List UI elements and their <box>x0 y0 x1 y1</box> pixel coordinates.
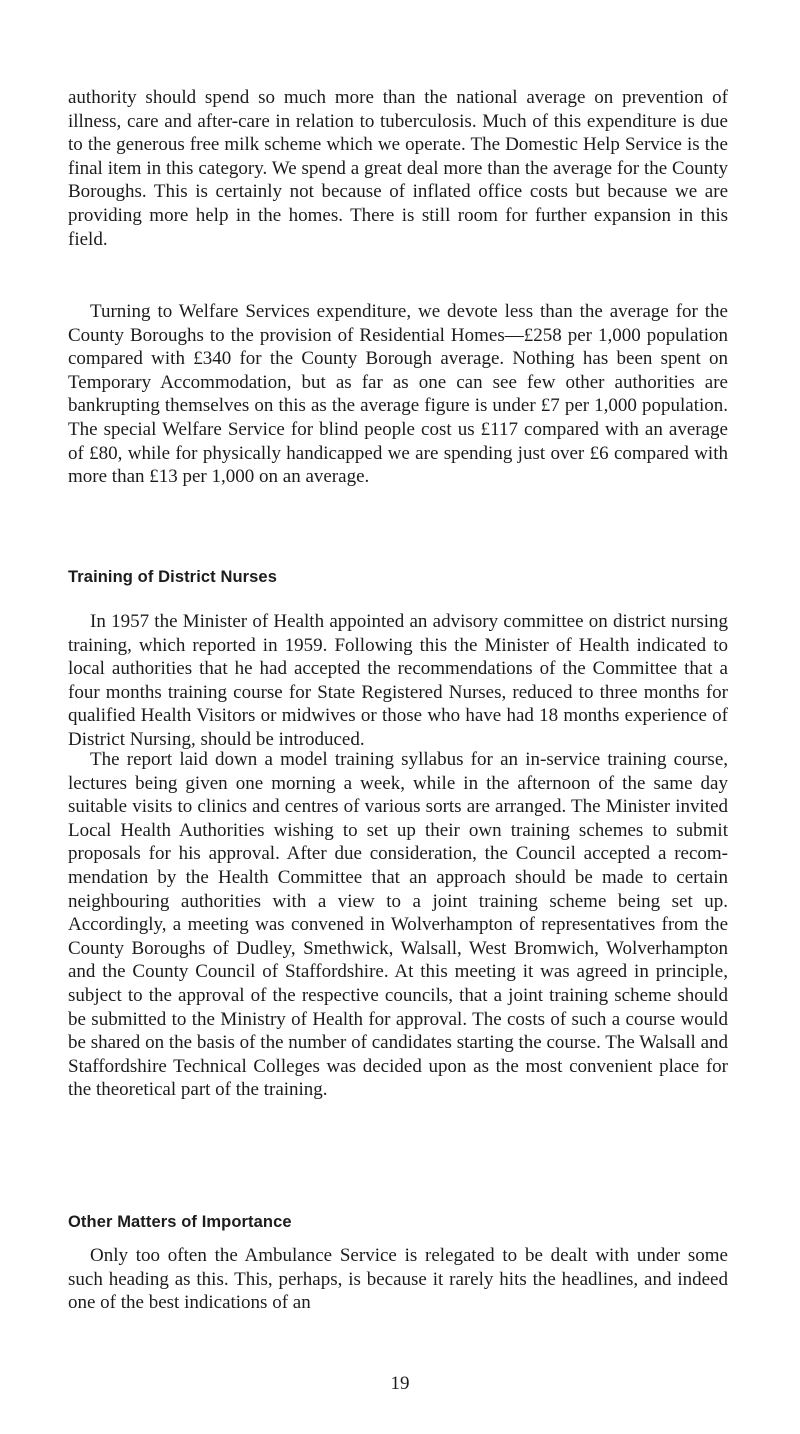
paragraph-advisory-committee <box>68 610 728 752</box>
page-number: 19 <box>390 1373 410 1394</box>
paragraph-text: Turning to Welfare Services expenditure, we devote less than the average for the County Boroughs to the provision of Residential Homes—£258 per 1,000 population compared with £340 for the County Borough average. Nothing has been spent on Temporary Accommodation, but as far as one can see few other authorities are bankrupting themselves on this as the average figure is under £7 per 1,000 population. The special Welfare Service for blind people cost us £117 compared with an average of £80, while for physically handicapped we are spending just over £6 compared with more than £13 per 1,000 on an average. <box>68 301 728 488</box>
paragraph-text: authority should spend so much more than the national average on prevention of illness, care and after-care in relation to tuberculosis. Much of this expenditure is due to the generous free milk scheme which we operate. The Domestic Help Service is the final item in this category. We spend a great deal more than the average for the County Boroughs. This is certainly not because of inflated office costs but because we are providing more help in the homes. There is still room for further expansion in this field. <box>68 87 728 250</box>
section-heading-other-matters: Other Matters of Importance <box>68 1213 292 1231</box>
section-heading-training: Training of District Nurses <box>68 568 277 586</box>
paragraph-welfare-services <box>68 300 728 489</box>
paragraph-ambulance-service <box>68 1244 728 1315</box>
paragraph-tuberculosis-domestic-help <box>68 86 728 251</box>
paragraph-text: The report laid down a model training syllabus for an in-service training course, lectures being given one morning a week, while in the afternoon of the same day suitable visits to clinics and centres of various sorts are arranged. The Minister invited Local Health Authorities wishing to set up their own training schemes to submit proposals for his approval. After due consideration, the Council accepted a recommendation by the Health Committee that an approach should be made to certain neighbouring authorities with a view to a joint training scheme being set up. Accordingly, a meeting was convened in Wolverhampton of representatives from the County Boroughs of Dudley, Smethwick, Walsall, West Bromwich, Wolverhampton and the County Council of Staffordshire. At this meeting it was agreed in principle, subject to the approval of the respective councils, that a joint training scheme should be submitted to the Ministry of Health for approval. The costs of such a course would be shared on the basis of the number of candidates starting the course. The Walsall and Staffordshire Technical Colleges was decided upon as the most convenient place for the theoretical part of the training. <box>68 749 728 1101</box>
paragraph-training-syllabus <box>68 748 728 1102</box>
paragraph-text: In 1957 the Minister of Health appointed an advisory committee on district nursing training, which reported in 1959. Following this the Minister of Health indicated to local authorities that he had accepted the recommendations of the Committee that a four months training course for State Registered Nurses, reduced to three months for qualified Health Visitors or midwives or those who have had 18 months experience of District Nursing, should be introduced. <box>68 611 728 750</box>
paragraph-text: Only too often the Ambulance Service is relegated to be dealt with under some such heading as this. This, perhaps, is because it rarely hits the headlines, and indeed one of the best indications of an <box>68 1245 728 1314</box>
